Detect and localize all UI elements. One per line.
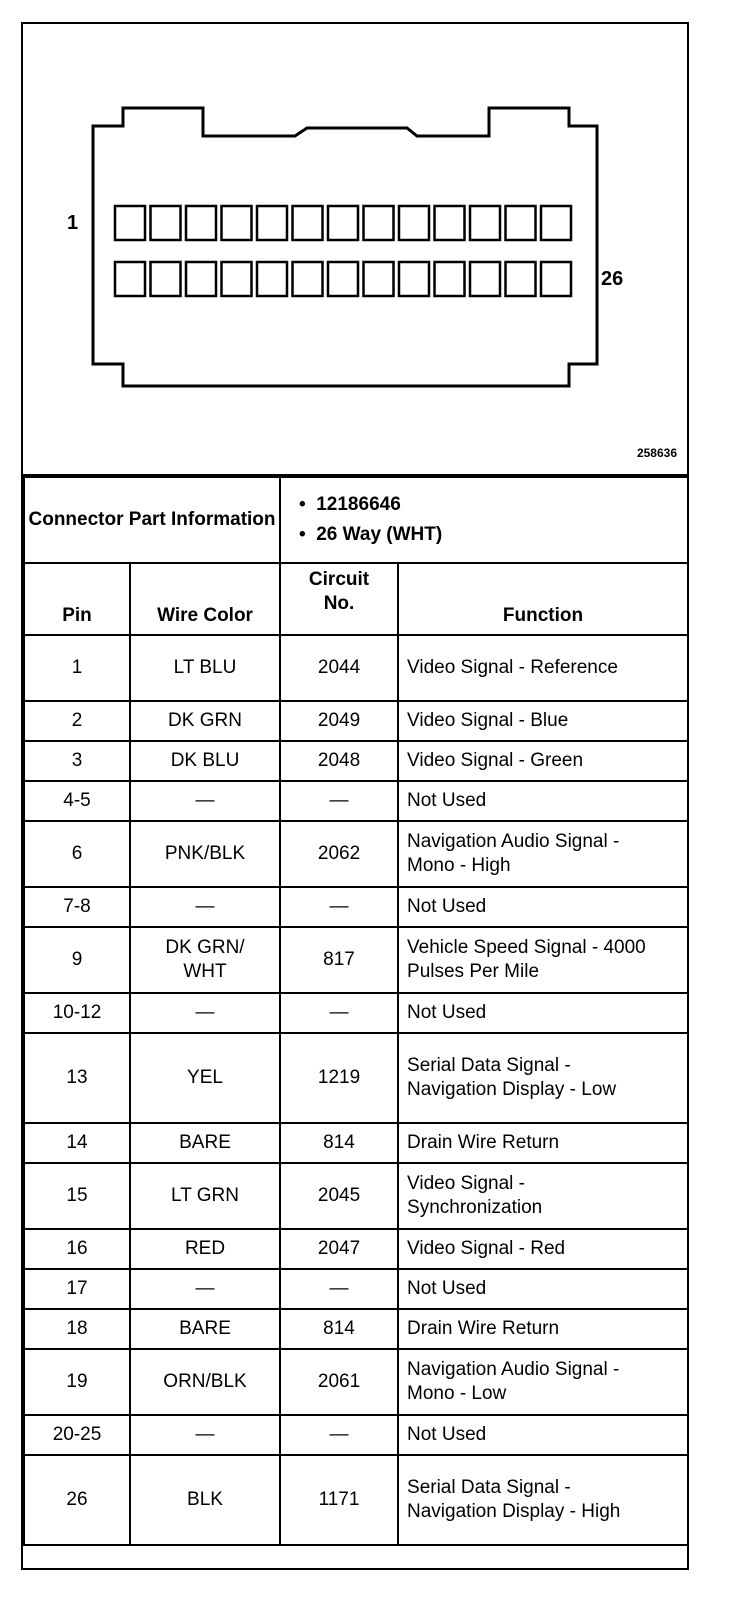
- table-header-row: [24, 563, 688, 635]
- pin-cavity: [506, 206, 536, 240]
- table-row: [24, 1269, 688, 1309]
- pin-cavity: [222, 262, 252, 296]
- pin-cavity: [115, 206, 145, 240]
- wire-color-cell: PNK/BLK: [130, 821, 280, 887]
- circuit-cell: 2044: [280, 635, 398, 701]
- pin-cavity: [293, 206, 323, 240]
- circuit-cell: —: [280, 781, 398, 821]
- pin-cell: 13: [24, 1033, 130, 1123]
- circuit-cell: 2045: [280, 1163, 398, 1229]
- way-count: • 26 Way (WHT): [299, 524, 443, 545]
- pin-cavity: [470, 206, 500, 240]
- wire-color-cell: —: [130, 993, 280, 1033]
- table-row: [24, 701, 688, 741]
- connector-info-label: Connector Part Information: [24, 477, 280, 563]
- pin-cavity: [151, 206, 181, 240]
- pin-cavity: [435, 206, 465, 240]
- pin-cavity: [115, 262, 145, 296]
- table-row: [24, 1455, 688, 1545]
- connector-housing-outline: [93, 108, 597, 386]
- wire-color-cell: YEL: [130, 1033, 280, 1123]
- function-cell: Serial Data Signal - Navigation Display - Low: [398, 1033, 688, 1123]
- pin-cell: 10-12: [24, 993, 130, 1033]
- function-cell: Video Signal - Reference: [398, 635, 688, 701]
- pin-cavity: [293, 262, 323, 296]
- header-function: Function: [398, 563, 688, 635]
- circuit-cell: 2062: [280, 821, 398, 887]
- function-cell: Not Used: [398, 993, 688, 1033]
- circuit-cell: 1219: [280, 1033, 398, 1123]
- pin-cavity: [435, 262, 465, 296]
- wire-color-cell: BARE: [130, 1309, 280, 1349]
- connector-info-row: [24, 477, 688, 563]
- circuit-cell: 814: [280, 1309, 398, 1349]
- pin-26-label: 26: [601, 268, 624, 290]
- pin-cavity: [151, 262, 181, 296]
- connector-info-values: [280, 477, 688, 563]
- wire-color-cell: BLK: [130, 1455, 280, 1545]
- function-cell: Not Used: [398, 781, 688, 821]
- function-cell: Drain Wire Return: [398, 1123, 688, 1163]
- wire-color-cell: DK GRN: [130, 701, 280, 741]
- header-wire-color: Wire Color: [130, 563, 280, 635]
- pin-cavity: [399, 262, 429, 296]
- circuit-cell: 2047: [280, 1229, 398, 1269]
- wire-color-cell: —: [130, 1269, 280, 1309]
- wire-color-cell: ORN/BLK: [130, 1349, 280, 1415]
- pin-cavity: [506, 262, 536, 296]
- circuit-cell: 814: [280, 1123, 398, 1163]
- pin-cell: 4-5: [24, 781, 130, 821]
- pin-cell: 17: [24, 1269, 130, 1309]
- function-cell: Not Used: [398, 887, 688, 927]
- pin-cavity: [257, 262, 287, 296]
- table-row: [24, 1163, 688, 1229]
- connector-diagram-panel: [23, 24, 687, 476]
- function-cell: Vehicle Speed Signal - 4000 Pulses Per Mile: [398, 927, 688, 993]
- function-cell: Drain Wire Return: [398, 1309, 688, 1349]
- table-row: [24, 887, 688, 927]
- connector-face-diagram: [23, 24, 687, 474]
- circuit-cell: —: [280, 1269, 398, 1309]
- pinout-table: [23, 476, 689, 1546]
- wire-color-cell: —: [130, 1415, 280, 1455]
- table-row: [24, 1229, 688, 1269]
- pin-cavity: [364, 262, 394, 296]
- table-row: [24, 1415, 688, 1455]
- pin-cell: 1: [24, 635, 130, 701]
- pin-cell: 19: [24, 1349, 130, 1415]
- table-row: [24, 635, 688, 701]
- pin-cavity: [186, 262, 216, 296]
- table-row: [24, 927, 688, 993]
- table-row: [24, 781, 688, 821]
- pin-cavity: [328, 206, 358, 240]
- top-cavity-row: [115, 206, 571, 240]
- figure-number: 258636: [636, 446, 677, 460]
- pin-cavity: [364, 206, 394, 240]
- function-cell: Navigation Audio Signal - Mono - Low: [398, 1349, 688, 1415]
- pin-cell: 9: [24, 927, 130, 993]
- wire-color-cell: DK BLU: [130, 741, 280, 781]
- wire-color-cell: —: [130, 887, 280, 927]
- pin-cell: 3: [24, 741, 130, 781]
- pin-cavity: [328, 262, 358, 296]
- table-row: [24, 1123, 688, 1163]
- pin-cavity: [541, 206, 571, 240]
- function-cell: Navigation Audio Signal - Mono - High: [398, 821, 688, 887]
- table-row: [24, 993, 688, 1033]
- pin-cavity: [541, 262, 571, 296]
- wire-color-cell: LT BLU: [130, 635, 280, 701]
- function-cell: Video Signal - Synchronization: [398, 1163, 688, 1229]
- pin-cavity: [399, 206, 429, 240]
- wire-color-cell: —: [130, 781, 280, 821]
- wire-color-cell: DK GRN/ WHT: [130, 927, 280, 993]
- table-row: [24, 741, 688, 781]
- pin-cell: 26: [24, 1455, 130, 1545]
- function-cell: Video Signal - Red: [398, 1229, 688, 1269]
- connector-document: [21, 22, 689, 1570]
- pin-cavity: [222, 206, 252, 240]
- pin-cell: 7-8: [24, 887, 130, 927]
- wire-color-cell: LT GRN: [130, 1163, 280, 1229]
- function-cell: Not Used: [398, 1269, 688, 1309]
- pin-cavity: [257, 206, 287, 240]
- circuit-cell: 1171: [280, 1455, 398, 1545]
- function-cell: Video Signal - Blue: [398, 701, 688, 741]
- part-number: • 12186646: [299, 494, 401, 515]
- function-cell: Serial Data Signal - Navigation Display - High: [398, 1455, 688, 1545]
- circuit-cell: —: [280, 993, 398, 1033]
- pin-cell: 14: [24, 1123, 130, 1163]
- table-row: [24, 1349, 688, 1415]
- wire-color-cell: BARE: [130, 1123, 280, 1163]
- pin-cell: 15: [24, 1163, 130, 1229]
- function-cell: Not Used: [398, 1415, 688, 1455]
- pin-cavity: [186, 206, 216, 240]
- bottom-cavity-row: [115, 262, 571, 296]
- pin-cavity: [470, 262, 500, 296]
- pin-cell: 6: [24, 821, 130, 887]
- wire-color-cell: RED: [130, 1229, 280, 1269]
- pin-cell: 18: [24, 1309, 130, 1349]
- table-row: [24, 1033, 688, 1123]
- pin-cell: 2: [24, 701, 130, 741]
- circuit-cell: 817: [280, 927, 398, 993]
- circuit-cell: 2061: [280, 1349, 398, 1415]
- circuit-cell: 2048: [280, 741, 398, 781]
- table-row: [24, 1309, 688, 1349]
- table-row: [24, 821, 688, 887]
- circuit-cell: —: [280, 1415, 398, 1455]
- circuit-cell: —: [280, 887, 398, 927]
- pin-cell: 16: [24, 1229, 130, 1269]
- circuit-cell: 2049: [280, 701, 398, 741]
- pin-cell: 20-25: [24, 1415, 130, 1455]
- function-cell: Video Signal - Green: [398, 741, 688, 781]
- header-pin: Pin: [24, 563, 130, 635]
- pin-1-label: 1: [67, 212, 79, 234]
- header-circuit-no: Circuit No.: [280, 563, 398, 635]
